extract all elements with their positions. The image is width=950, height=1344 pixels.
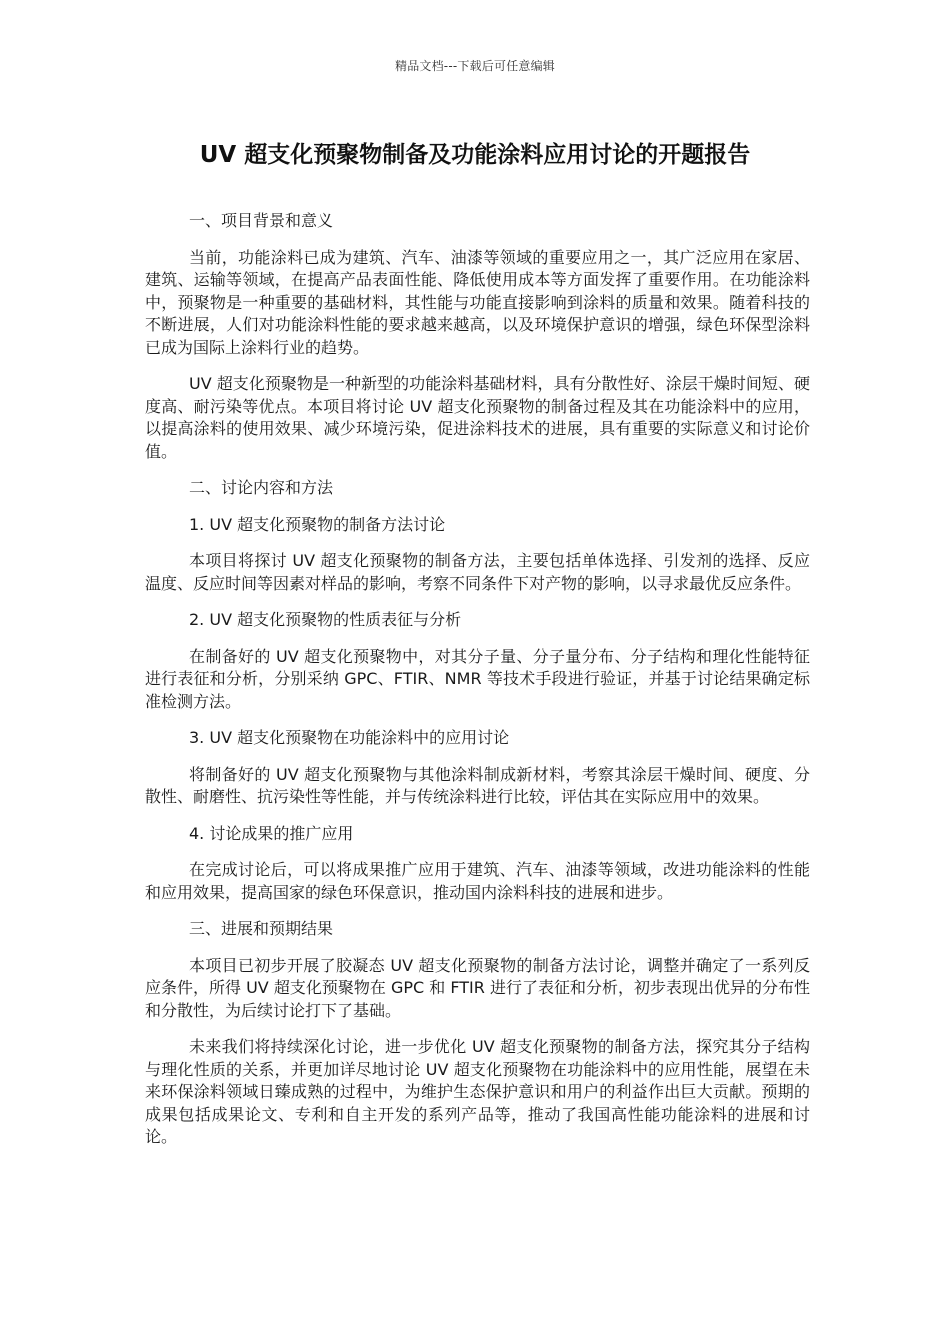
paragraph-preparation-methods: 本项目将探讨 UV 超支化预聚物的制备方法，主要包括单体选择、引发剂的选择、反应温度、反应时间等因素对样品的影响，考察不同条件下对产物的影响，以寻求最优反应条件。: [145, 551, 810, 593]
paragraph-progress: 本项目已初步开展了胶凝态 UV 超支化预聚物的制备方法讨论，调整并确定了一系列反应条件，所得 UV 超支化预聚物在 GPC 和 FTIR 进行了表征和分析，初步表现出优异的分布性和分散性，为后续讨论打下了基础。: [145, 955, 810, 1020]
subheading-promotion: 4. 讨论成果的推广应用: [189, 823, 354, 843]
document-body: [145, 210, 810, 1163]
subheading-preparation-methods: 1. UV 超支化预聚物的制备方法讨论: [189, 514, 446, 534]
paragraph-background-2: UV 超支化预聚物是一种新型的功能涂料基础材料，具有分散性好、涂层干燥时间短、硬度高、耐污染等优点。本项目将讨论 UV 超支化预聚物的制备过程及其在功能涂料中的应用，以提高涂料的使用效果、减少环境污染，促进涂料技术的进展，具有重要的实际意义和讨论价值。: [145, 374, 810, 461]
section-heading-content-methods: 二、讨论内容和方法: [189, 478, 334, 497]
paragraph-characterization: 在制备好的 UV 超支化预聚物中，对其分子量、分子量分布、分子结构和理化性能特征进行表征和分析，分别采纳 GPC、FTIR、NMR 等技术手段进行验证，并基于讨论结果确定标准检测方法。: [145, 646, 810, 711]
section-heading-progress-results: 三、进展和预期结果: [189, 919, 334, 938]
subheading-characterization: 2. UV 超支化预聚物的性质表征与分析: [189, 610, 462, 629]
header-watermark: 精品文档---下载后可任意编辑: [395, 59, 555, 73]
subheading-coating-application: 3. UV 超支化预聚物在功能涂料中的应用讨论: [189, 728, 510, 747]
paragraph-promotion: 在完成讨论后，可以将成果推广应用于建筑、汽车、油漆等领域，改进功能涂料的性能和应用效果，提高国家的绿色环保意识，推动国内涂料科技的进展和进步。: [145, 860, 810, 902]
paragraph-background-1: 当前，功能涂料已成为建筑、汽车、油漆等领域的重要应用之一，其广泛应用在家居、建筑、运输等领域，在提高产品表面性能、降低使用成本等方面发挥了重要作用。在功能涂料中，预聚物是一种重要的基础材料，其性能与功能直接影响到涂料的质量和效果。随着科技的不断进展，人们对功能涂料性能的要求越来越高，以及环境保护意识的增强，绿色环保型涂料已成为国际上涂料行业的趋势。: [145, 247, 810, 357]
document-title: UV 超支化预聚物制备及功能涂料应用讨论的开题报告: [199, 142, 751, 168]
section-heading-background: 一、项目背景和意义: [189, 211, 334, 230]
paragraph-expected-results: 未来我们将持续深化讨论，进一步优化 UV 超支化预聚物的制备方法，探究其分子结构与理化性质的关系，并更加详尽地讨论 UV 超支化预聚物在功能涂料中的应用性能，展望在未来环保涂料领域日臻成熟的过程中，为维护生态保护意识和用户的利益作出巨大贡献。预期的成果包括成果论文、专利和自主开发的系列产品等，推动了我国高性能功能涂料的进展和讨论。: [145, 1037, 810, 1146]
paragraph-coating-application: 将制备好的 UV 超支化预聚物与其他涂料制成新材料，考察其涂层干燥时间、硬度、分散性、耐磨性、抗污染性等性能，并与传统涂料进行比较，评估其在实际应用中的效果。: [145, 764, 810, 806]
